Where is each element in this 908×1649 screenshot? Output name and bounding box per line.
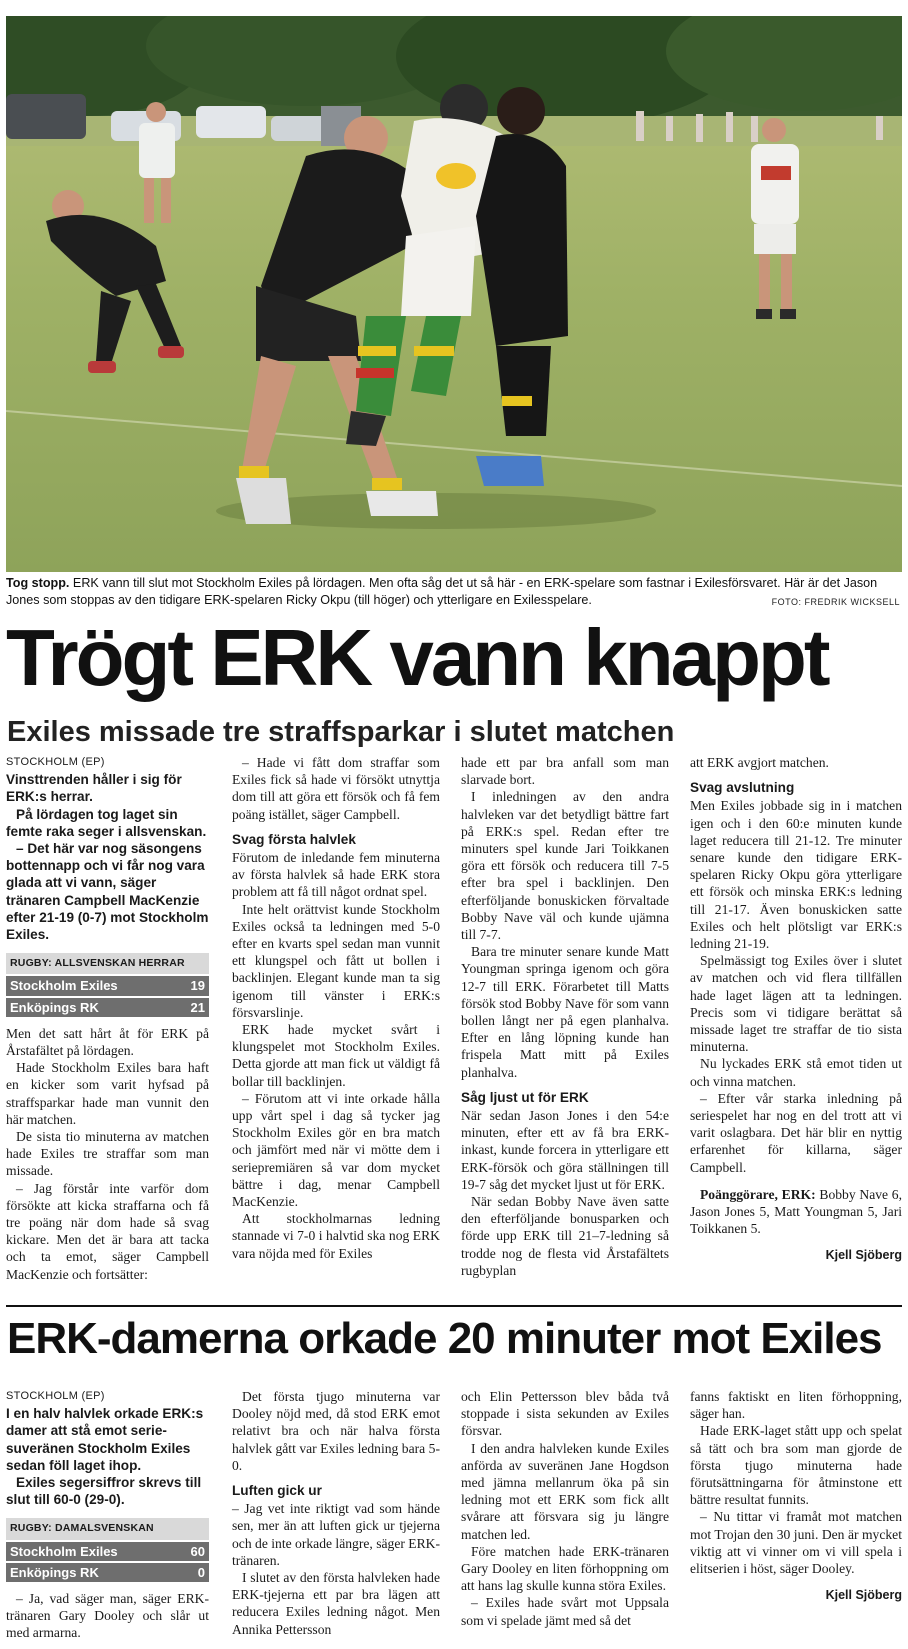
body-paragraph: att ERK avgjort matchen. bbox=[690, 755, 829, 770]
body-paragraph: Före matchen hade ERK-tränaren Gary Dooley en liten förhoppning om att hans lag skulle kunna störa Exiles. bbox=[461, 1543, 669, 1594]
byline: Kjell Sjöberg bbox=[825, 1248, 902, 1263]
scorebox-row bbox=[6, 998, 209, 1017]
article2-column-2 bbox=[232, 1388, 440, 1638]
body-paragraph: Att stockholmarnas ledning stannade vi 7-0 i halvtid ska nog ERK vara nöjda med för Exiles bbox=[232, 1211, 440, 1261]
article2-column-1 bbox=[6, 1388, 209, 1642]
scorebox-row bbox=[6, 1563, 209, 1582]
scorers-text: Bobby Nave 6, Jason Jones 5, Matt Youngman 5, Jari Toikkanen 5. bbox=[690, 1186, 902, 1237]
body-paragraph: – Nu tittar vi framåt mot matchen mot Trojan den 30 juni. Den är mycket viktig att vi vinner om vi vill spela i elitserien i höst, säger Dooley. bbox=[690, 1509, 902, 1577]
article1-subheadline: Exiles missade tre straffsparkar i slutet matchen bbox=[7, 716, 675, 748]
team-name: Stockholm Exiles bbox=[10, 978, 118, 994]
body-paragraph: När sedan Jason Jones i den 54:e minuten, efter ett av få bra ERK-inkast, kunde forcera in ytterligare ett ERK-försök och göra ställningen till 19-7 såg det mycket ljust ut för ERK. bbox=[461, 1108, 669, 1192]
lead-paragraph: På lördagen tog laget sin femte raka seger i allsvenskan. bbox=[6, 806, 207, 839]
section-divider bbox=[6, 1305, 902, 1307]
body-paragraph: Förutom de inledande fem minuterna av första halvlek så hade ERK stora problem att få till något ordnat spel. bbox=[232, 850, 440, 900]
team-name: Enköpings RK bbox=[10, 1564, 99, 1580]
body-paragraph: Det första tjugo minuterna var Dooley nöjd med, då stod ERK emot relativt bra och när halva första halvlek gått var Exiles ledning bara 5-0. bbox=[232, 1389, 440, 1473]
article1-column-4 bbox=[690, 754, 902, 1265]
team-score: 0 bbox=[197, 1564, 205, 1580]
body-paragraph: I slutet av den första halvleken hade ERK-tjejerna ett par bra lägen att reducera Exiles ledning något. Men Annika Pettersson bbox=[232, 1570, 440, 1637]
scorebox-title: RUGBY: DAMALSVENSKAN bbox=[6, 1518, 209, 1539]
body-paragraph: ERK hade mycket svårt i klungspelet mot Stockholm Exiles. Detta gjorde att man fick ut väldigt få bollar till backlinjen. bbox=[232, 1022, 440, 1089]
article1-lead bbox=[6, 771, 209, 943]
body-paragraph: Hade Stockholm Exiles bara haft en kicker som varit hyfsad på straffsparkar hade man vunnit den här matchen. bbox=[6, 1060, 209, 1127]
article2-column-3 bbox=[461, 1388, 669, 1629]
rugby-match-photo bbox=[6, 16, 902, 572]
body-paragraph: Nu lyckades ERK stå emot tiden ut och vinna matchen. bbox=[690, 1056, 902, 1089]
article1-headline: Trögt ERK vann knappt bbox=[6, 613, 828, 702]
scorers-paragraph bbox=[690, 1186, 902, 1238]
body-paragraph: – Exiles hade svårt mot Uppsala som vi spelade jämt med så det bbox=[461, 1595, 669, 1628]
lead-paragraph: Vinsttrenden håller i sig för ERK:s herrar. bbox=[6, 772, 182, 805]
body-paragraph: – Hade vi fått dom straffar som Exiles fick så hade vi försökt utnyttja dom till att göra ett försök och få fem poäng istället, säger Campbell. bbox=[232, 755, 440, 822]
body-paragraph: Bara tre minuter senare kunde Matt Youngman springa igenom och göra 12-7 till ERK. Förarbetet till Matts försök stod Bobby Nave för som vann bollen långt ner på egen planhalva. Efter en lång löpning kunde han frispela Matt mitt på Exiles planhalva. bbox=[461, 944, 669, 1080]
photo-credit: FOTO: FREDRIK WICKSELL bbox=[771, 597, 900, 607]
team-score: 21 bbox=[190, 999, 205, 1015]
photo-caption bbox=[6, 575, 902, 609]
section-heading: Luften gick ur bbox=[232, 1483, 322, 1499]
byline: Kjell Sjöberg bbox=[825, 1588, 902, 1603]
lead-paragraph: – Det här var nog säsongens bottennapp och vi får nog vara glada att vi vann, säger tränaren Campbell MacKenzie efter 21-19 (0-7) mot Stockholm Exiles. bbox=[6, 841, 209, 943]
body-paragraph: Men det satt hårt åt för ERK på Årstafältet på lördagen. bbox=[6, 1025, 209, 1059]
body-paragraph: I inledningen av den andra halvleken var det betydligt bättre fart på ERK:s spel. Redan efter tre minuters spel kunde Jari Toikkanen göra ett försök och reducera till 7-5 efter bra spel i backlinjen. Den efterföljande bonuskicken förvaltade Bobby Nave väl och kunde ujämna till 7-7. bbox=[461, 789, 669, 943]
article1-scorebox bbox=[6, 953, 209, 1017]
body-paragraph: – Jag förstår inte varför dom försökte att kicka straffarna och få tre poäng när dom hade så svag kickare. Men det är bara att tacka och ta emot, säger Campbell MacKenzie och fortsätter: bbox=[6, 1180, 209, 1282]
section-heading: Såg ljust ut för ERK bbox=[461, 1089, 589, 1105]
article2-dateline: STOCKHOLM (EP) bbox=[6, 1390, 105, 1402]
article2-scorebox bbox=[6, 1518, 209, 1582]
body-paragraph: I den andra halvleken kunde Exiles anförda av suveränen Jane Hogdson med jämna mellanrum öka på sin ledning mot ett ERK som fick allt svårare att försvara sig ju längre matchen led. bbox=[461, 1440, 669, 1542]
body-paragraph: och Elin Pettersson blev båda två stoppade i sista sekunden av Exiles försvar. bbox=[461, 1389, 669, 1439]
body-paragraph: – Ja, vad säger man, säger ERK-tränaren Gary Dooley och slår ut med armarna. bbox=[6, 1591, 209, 1641]
article1-column-3 bbox=[461, 754, 669, 1279]
lead-paragraph: Exiles segersiffror skrevs till slut till 60-0 (29-0). bbox=[6, 1475, 202, 1508]
scorers-label: Poänggörare, ERK: bbox=[700, 1186, 816, 1202]
scorebox-row bbox=[6, 1542, 209, 1561]
team-name: Stockholm Exiles bbox=[10, 1543, 118, 1559]
article2-column-4 bbox=[690, 1388, 902, 1604]
body-paragraph: Men Exiles jobbade sig in i matchen igen och i den 60:e minuten kunde laget reducera till 21-12. Tre minuter senare kunde den tidigare ERK-spelaren Ricky Okpu göra ytterligare ett försök och minska ERK:s ledning till 21-17. Även bonuskicken satte Exiles och helt plötsligt var ERK:s ledning 21-19. bbox=[690, 798, 902, 952]
body-paragraph: – Efter vår starka inledning på seriespelet har nog en del trott att vi varit oslagbara. Det här blir en nyttig erfarenhet för killarna, säger Campbell. bbox=[690, 1090, 902, 1175]
body-paragraph: Spelmässigt tog Exiles över i slutet av matchen och vid flera tillfällen hade laget lägen att ta ledningen. Precis som vi tidigare berättat så missade laget tre straffar de tio sista minuterna. bbox=[690, 953, 902, 1055]
article2-headline: ERK-damerna orkade 20 minuter mot Exiles bbox=[7, 1314, 882, 1363]
body-paragraph: Inte helt orättvist kunde Stockholm Exiles också ta ledningen med 5-0 efter en kvarts spel sedan man vunnit ett klungspel och fått ut bollen i backlinjen. Elegant kunde man ta sig igenom till vänster i ERK:s försvarslinje. bbox=[232, 901, 440, 1020]
body-paragraph: – Förutom att vi inte orkade hålla upp vårt spel i dag så tycker jag Stockholm Exiles gör en bra match och jämfört med när vi mötte dem i seriepremiären så var dom mycket bättre i dag, menar Campbell MacKenzie. bbox=[232, 1090, 440, 1210]
body-paragraph: När sedan Bobby Nave även satte den efterföljande bonusparken och förde upp ERK till 21–7-ledning så trodde nog de flesta vid Årstafältets rugbyplan bbox=[461, 1194, 669, 1278]
body-paragraph: – Jag vet inte riktigt vad som hände sen, mer än att luften gick ur tjejerna och de inte orkade längre, säger ERK-tränaren. bbox=[232, 1501, 440, 1568]
scorebox-title: RUGBY: ALLSVENSKAN HERRAR bbox=[6, 953, 209, 974]
caption-lead: Tog stopp. bbox=[6, 576, 70, 590]
body-paragraph: De sista tio minuterna av matchen hade Exiles tre straffar som man missade. bbox=[6, 1129, 209, 1179]
body-paragraph: fanns faktiskt en liten förhoppning, säger han. bbox=[690, 1389, 902, 1422]
article2-lead bbox=[6, 1405, 209, 1508]
section-heading: Svag första halvlek bbox=[232, 831, 356, 847]
lead-paragraph: I en halv halvlek orkade ERK:s damer att stå emot serie-suveränen Stockholm Exiles sedan föll laget ihop. bbox=[6, 1406, 204, 1473]
body-paragraph: Hade ERK-laget stått upp och spelat så tätt och bra som man gjorde de första tjugo minuterna hade förutsättningarna för åtminstone ett bättre resultat funnits. bbox=[690, 1423, 902, 1508]
team-score: 60 bbox=[190, 1543, 205, 1559]
article1-dateline: STOCKHOLM (EP) bbox=[6, 756, 105, 768]
caption-text: ERK vann till slut mot Stockholm Exiles på lördagen. Men ofta såg det ut så här - en ERK-spelare som fastnar i Exilesförsvaret. Här är det Jason Jones som stoppas av den tidigare ERK-spelaren Ricky Okpu (till höger) och ytterligare en Exilesspelare. bbox=[6, 576, 878, 607]
article1-column-1 bbox=[6, 754, 209, 1283]
section-heading: Svag avslutning bbox=[690, 780, 795, 796]
article1-column-2 bbox=[232, 754, 440, 1262]
scorebox-row bbox=[6, 976, 209, 995]
team-score: 19 bbox=[190, 978, 205, 994]
body-paragraph: hade ett par bra anfall som man slarvade bort. bbox=[461, 755, 669, 788]
team-name: Enköpings RK bbox=[10, 999, 99, 1015]
